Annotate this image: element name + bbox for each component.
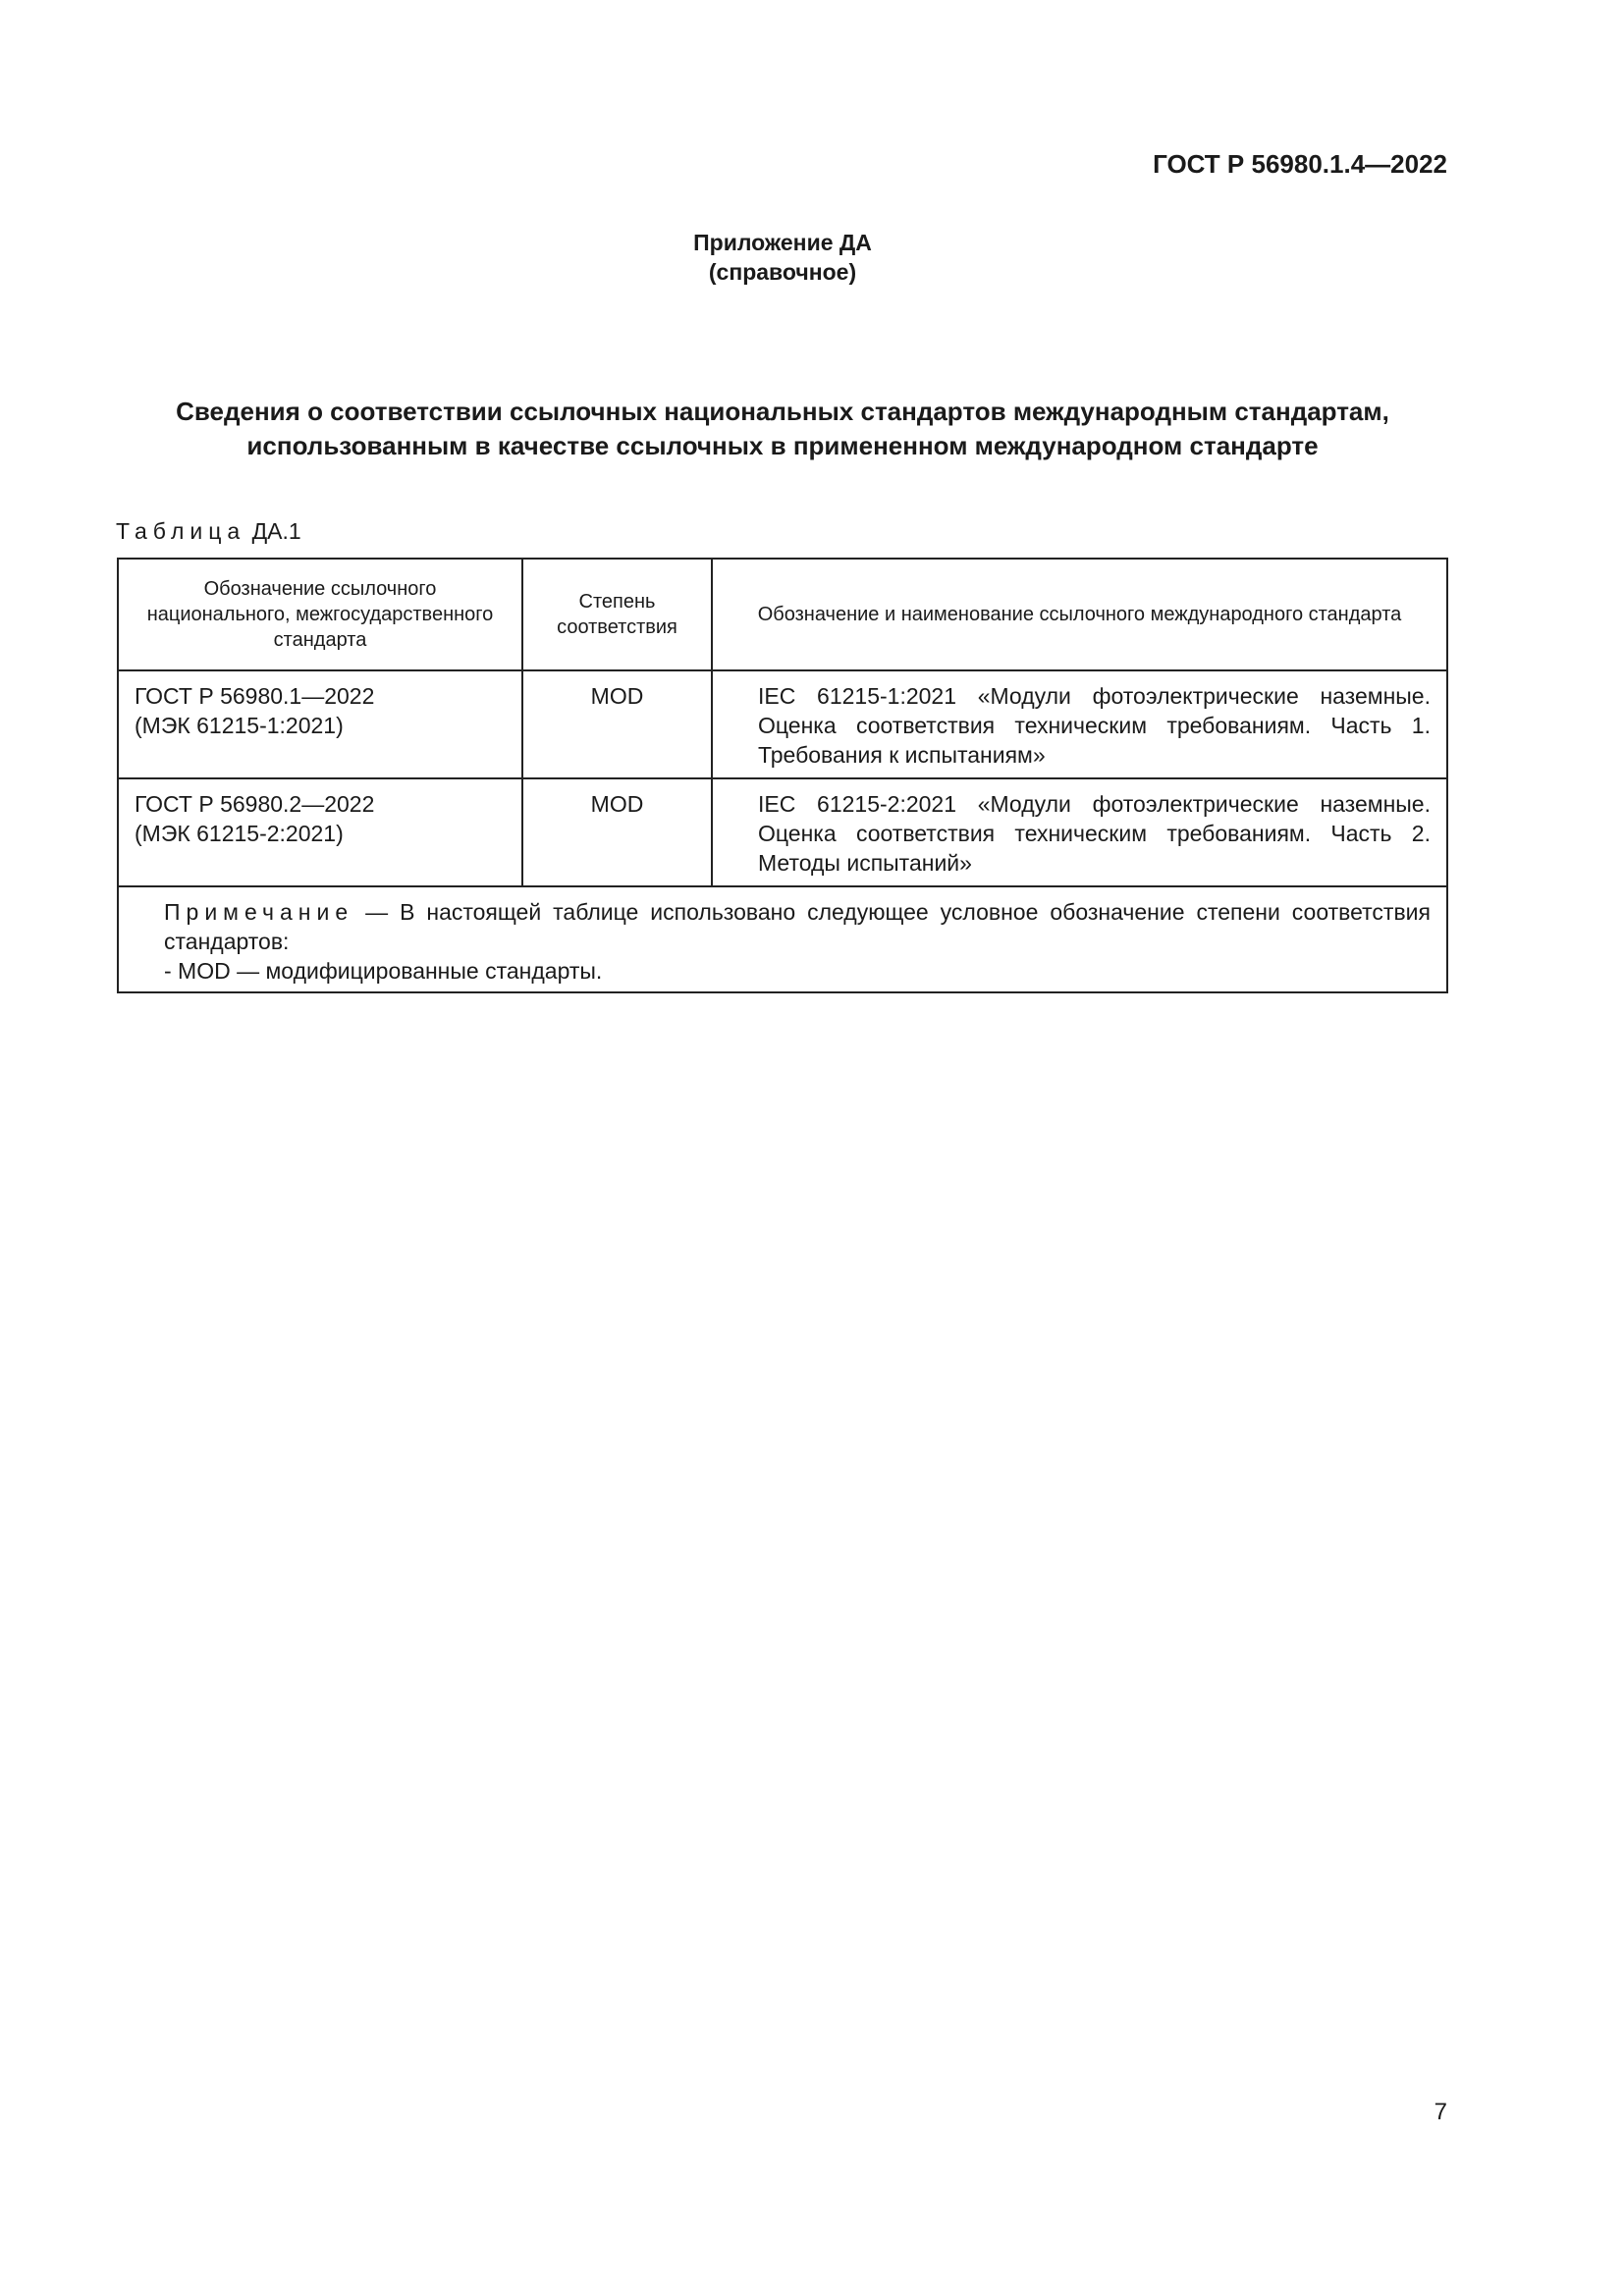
table-row <box>118 670 1447 778</box>
standards-table <box>117 558 1448 993</box>
note-text: — В настоящей таблице использовано следующее условное обозначение степени соответствия стандартов: <box>164 899 1431 954</box>
cell-international-standard <box>712 778 1447 886</box>
section-title-line-1: Сведения о соответствии ссылочных национальных стандартов международным стандартам, <box>176 397 1389 426</box>
cell-international-standard <box>712 670 1447 778</box>
section-title-line-2: использованным в качестве ссылочных в примененном международном стандарте <box>246 431 1319 460</box>
cell-degree: MOD <box>522 778 712 886</box>
page-number: 7 <box>1434 2099 1447 2125</box>
cell-national-standard <box>118 670 522 778</box>
national-standard-code: ГОСТ Р 56980.2—2022 <box>135 791 375 817</box>
table-row <box>118 778 1447 886</box>
table-label <box>116 518 301 545</box>
appendix-heading <box>0 228 1565 287</box>
header-degree: Степень соответствия <box>522 559 712 670</box>
appendix-title: Приложение ДА <box>693 230 872 255</box>
national-standard-code: ГОСТ Р 56980.1—2022 <box>135 683 375 709</box>
appendix-type: (справочное) <box>708 259 857 285</box>
note-lead: Примечание <box>164 899 354 925</box>
table-note <box>118 886 1447 992</box>
international-standard-text: IEC 61215-2:2021 «Модули фотоэлектрические наземные. Оценка соответствия техническим требованиям. Часть 2. Методы испытаний» <box>758 791 1431 876</box>
header-international-standard: Обозначение и наименование ссылочного международного стандарта <box>712 559 1447 670</box>
international-standard-text: IEC 61215-1:2021 «Модули фотоэлектрические наземные. Оценка соответствия техническим требованиям. Часть 1. Требования к испытаниям» <box>758 683 1431 768</box>
document-code: ГОСТ Р 56980.1.4—2022 <box>1153 149 1447 179</box>
note-item: - MOD — модифицированные стандарты. <box>164 958 603 984</box>
table-label-word: Таблица <box>116 518 246 544</box>
cell-degree: MOD <box>522 670 712 778</box>
table-note-row <box>118 886 1447 992</box>
header-national-standard: Обозначение ссылочного национального, межгосударственного стандарта <box>118 559 522 670</box>
section-title <box>98 395 1467 463</box>
table-label-id: ДА.1 <box>251 518 301 544</box>
national-standard-ref: (МЭК 61215-1:2021) <box>135 713 344 738</box>
cell-national-standard <box>118 778 522 886</box>
national-standard-ref: (МЭК 61215-2:2021) <box>135 821 344 846</box>
table-header-row <box>118 559 1447 670</box>
